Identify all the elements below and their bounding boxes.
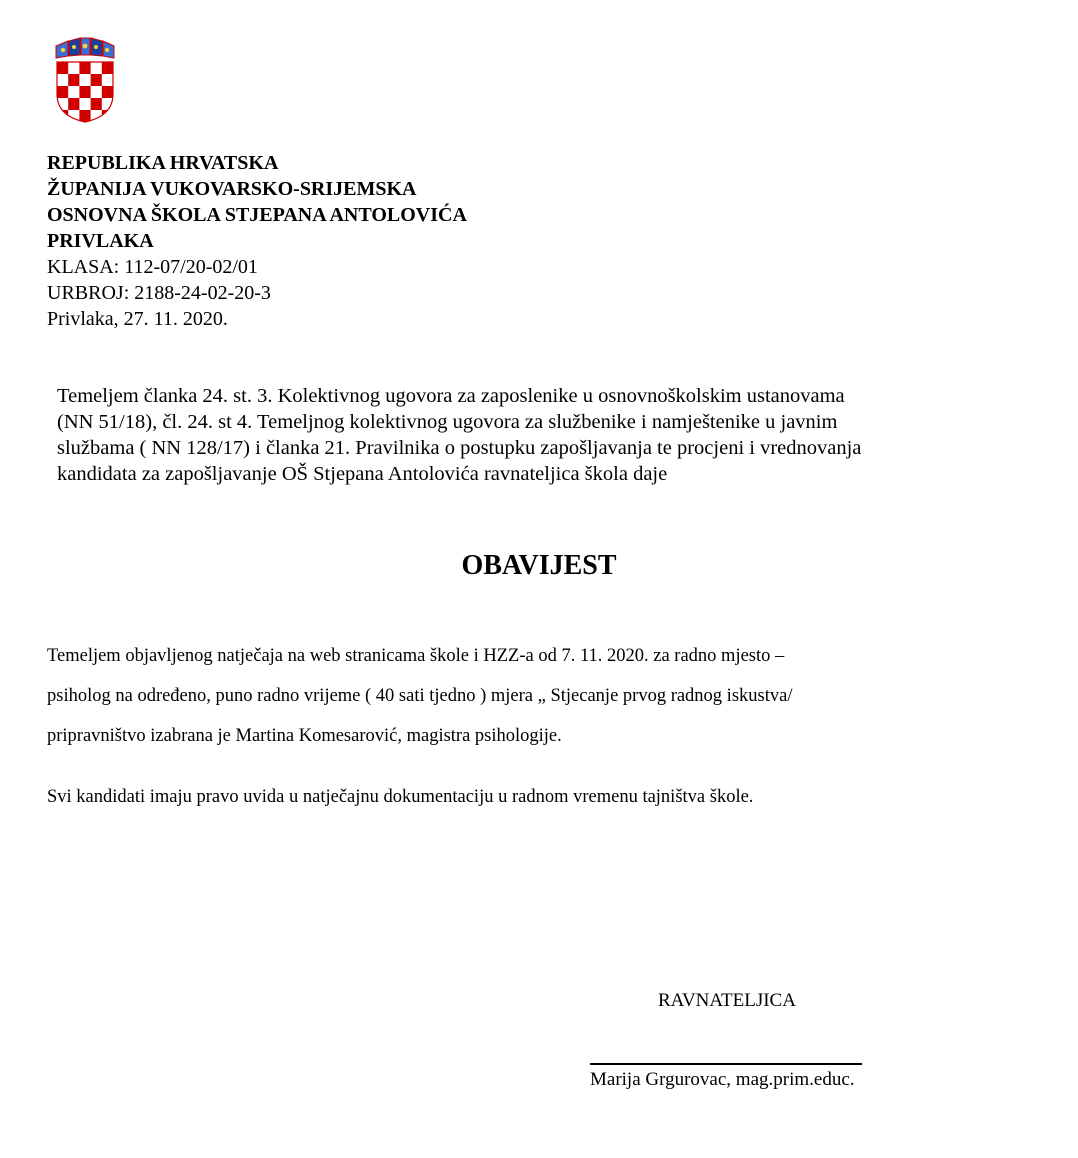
header-town: PRIVLAKA (47, 230, 154, 252)
intro-line: Temeljem članka 24. st. 3. Kolektivnog ugovora za zaposlenike u osnovnoškolskim ustanovama (57, 385, 845, 407)
body-line: Temeljem objavljenog natječaja na web stranicama škole i HZZ-a od 7. 11. 2020. za radno mjesto – (47, 646, 785, 666)
intro-line: (NN 51/18), čl. 24. st 4. Temeljnog kolektivnog ugovora za službenike i namještenike u javnim (57, 411, 838, 433)
document-header (47, 150, 467, 332)
header-school: OSNOVNA ŠKOLA STJEPANA ANTOLOVIĆA (47, 204, 467, 226)
header-place-date: Privlaka, 27. 11. 2020. (47, 308, 228, 330)
document-title: OBAVIJEST (461, 550, 617, 581)
intro-line: službama ( NN 128/17) i članka 21. Pravilnika o postupku zapošljavanja te procjeni i vrednovanja (57, 437, 862, 459)
body-line: psiholog na određeno, puno radno vrijeme ( 40 sati tjedno ) mjera „ Stjecanje prvog radnog iskustva/ (47, 686, 793, 706)
intro-line: kandidata za zapošljavanje OŠ Stjepana Antolovića ravnateljica škola daje (57, 463, 668, 485)
body-paragraph (47, 636, 1047, 756)
header-klasa: KLASA: 112-07/20-02/01 (47, 256, 258, 278)
inspection-note: Svi kandidati imaju pravo uvida u natječajnu dokumentaciju u radnom vremenu tajništva škole. (47, 787, 754, 807)
intro-paragraph (57, 383, 1037, 487)
header-county: ŽUPANIJA VUKOVARSKO-SRIJEMSKA (47, 178, 417, 200)
signature-line (590, 1063, 862, 1065)
body-line: pripravništvo izabrana je Martina Komesarović, magistra psihologije. (47, 726, 562, 746)
header-urbroj: URBROJ: 2188-24-02-20-3 (47, 282, 271, 304)
croatian-coat-of-arms-icon (50, 36, 120, 124)
header-republic: REPUBLIKA HRVATSKA (47, 152, 279, 174)
signature-role: RAVNATELJICA (658, 990, 796, 1011)
signature-name: Marija Grgurovac, mag.prim.educ. (590, 1069, 855, 1090)
